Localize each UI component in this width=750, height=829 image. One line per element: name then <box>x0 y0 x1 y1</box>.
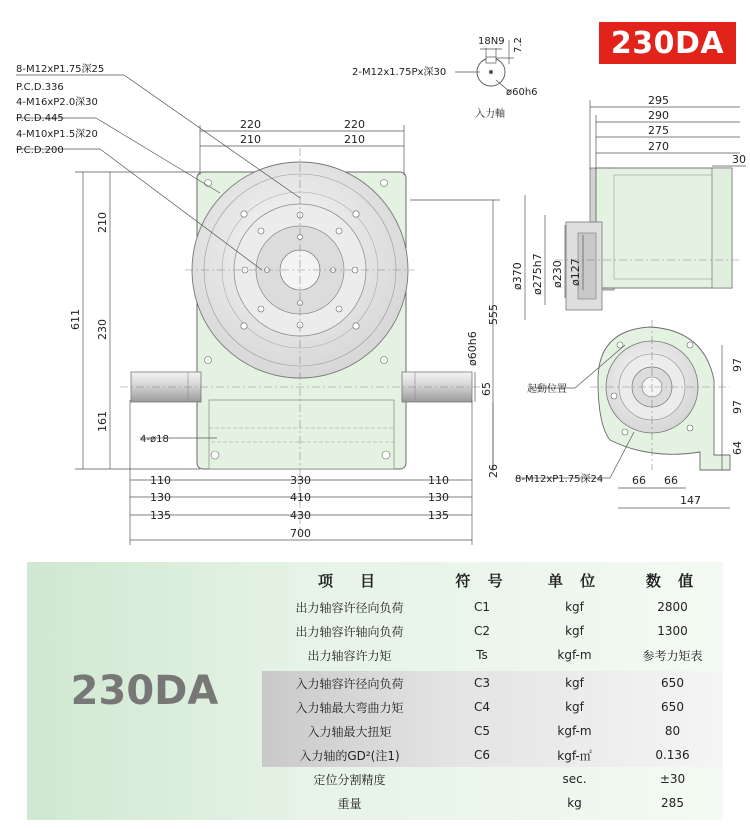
model-badge: 230DA <box>599 22 736 64</box>
callout-key-width: 18N9 <box>478 36 505 47</box>
side-body <box>596 168 732 288</box>
dim-dia-230: ø230 <box>551 260 564 288</box>
table-row <box>262 595 723 619</box>
row-symbol: C4 <box>473 700 490 714</box>
row-value: 参考力矩表 <box>642 648 703 663</box>
dim-135-right: 135 <box>428 509 449 522</box>
row-item: 入力轴最大扭矩 <box>307 724 392 739</box>
dim-220-right: 220 <box>344 118 365 131</box>
dim-611: 611 <box>69 309 82 330</box>
callout-pcd-200: P.C.D.200 <box>16 145 64 156</box>
row-value: 80 <box>664 724 681 738</box>
table-row <box>262 743 723 767</box>
dim-97-lower: 97 <box>731 400 744 414</box>
callout-pcd-336: P.C.D.336 <box>16 82 64 93</box>
row-unit: kg <box>567 796 582 810</box>
spec-table <box>27 562 723 820</box>
table-header-row <box>262 566 723 594</box>
dim-290: 290 <box>648 109 669 122</box>
row-symbol <box>437 791 527 815</box>
row-value: 285 <box>661 796 684 810</box>
row-unit: kgf-m <box>557 724 592 738</box>
dim-161-v: 161 <box>96 411 109 432</box>
header-symbol: 符 号 <box>455 571 509 590</box>
row-symbol: C1 <box>473 600 490 614</box>
row-unit: kgf <box>565 676 584 690</box>
callout-start-position: 起動位置 <box>527 384 567 395</box>
dim-30: 30 <box>732 153 746 166</box>
dim-60h6-v: ø60h6 <box>466 331 479 366</box>
header-value: 数 值 <box>645 571 700 590</box>
row-symbol: C6 <box>473 748 490 762</box>
row-item: 入力轴容许径向负荷 <box>295 676 404 691</box>
row-unit: kgf <box>565 600 584 614</box>
dim-135-left: 135 <box>150 509 171 522</box>
callout-tap-200: 4-M10xP1.5深20 <box>16 129 98 140</box>
dim-230-v: 230 <box>96 319 109 340</box>
input-shaft-label: 入力軸 <box>475 109 505 120</box>
row-value: 650 <box>661 676 684 690</box>
callout-tap-445: 4-M16xP2.0深30 <box>16 97 98 108</box>
row-symbol: C5 <box>473 724 490 738</box>
dim-dia-275h7: ø275h7 <box>531 253 544 295</box>
table-row <box>262 791 723 815</box>
callout-key-depth: 7.2 <box>513 37 524 53</box>
dim-210-left: 210 <box>240 133 261 146</box>
table-row <box>262 643 723 667</box>
row-symbol: C3 <box>473 676 490 690</box>
dim-147: 147 <box>680 494 701 507</box>
callout-tap-336: 8-M12xP1.75深25 <box>16 64 105 75</box>
dim-220-left: 220 <box>240 118 261 131</box>
dim-66-right: 66 <box>664 474 678 487</box>
dim-330: 330 <box>290 474 311 487</box>
dim-dia-370: ø370 <box>511 262 524 290</box>
row-unit: sec. <box>562 772 587 786</box>
dim-555-v: 555 <box>487 304 500 325</box>
dim-270: 270 <box>648 140 669 153</box>
table-row <box>262 767 723 791</box>
callout-shaft-dia: ø60h6 <box>506 87 538 98</box>
dim-410: 410 <box>290 491 311 504</box>
row-item: 入力轴最大弯曲力矩 <box>295 700 404 715</box>
header-unit: 单 位 <box>547 571 602 590</box>
dim-65-v: 65 <box>480 382 493 396</box>
row-symbol <box>437 767 527 791</box>
table-row <box>262 619 723 643</box>
input-shaft-detail <box>455 40 514 92</box>
row-item: 定位分割精度 <box>313 772 386 787</box>
row-unit: kgf-㎡ <box>557 748 592 763</box>
row-value: 650 <box>661 700 684 714</box>
row-unit: kgf-m <box>557 648 592 662</box>
dim-110-right: 110 <box>428 474 449 487</box>
table-row <box>262 695 723 719</box>
dim-130-left: 130 <box>150 491 171 504</box>
row-value: 2800 <box>657 600 688 614</box>
dim-700: 700 <box>290 527 311 540</box>
dim-210-right: 210 <box>344 133 365 146</box>
callout-shaft-tap: 2-M12x1.75Px深30 <box>352 67 447 78</box>
dim-210-v: 210 <box>96 212 109 233</box>
table-row <box>262 719 723 743</box>
dim-66-left: 66 <box>632 474 646 487</box>
dim-110-left: 110 <box>150 474 171 487</box>
row-unit: kgf <box>565 624 584 638</box>
callout-base-tap: 8-M12xP1.75深24 <box>515 474 604 485</box>
row-item: 重量 <box>337 796 362 811</box>
dim-64: 64 <box>731 441 744 455</box>
callout-bolt-hole: 4-ø18 <box>140 434 169 445</box>
row-item: 出力轴容许力矩 <box>307 648 392 663</box>
dim-26-v: 26 <box>487 464 500 478</box>
front-base <box>209 400 394 469</box>
row-value: 0.136 <box>655 748 690 762</box>
header-item: 项 目 <box>317 571 381 590</box>
table-row <box>262 671 723 695</box>
dim-dia-127: ø127 <box>569 258 582 286</box>
row-value: 1300 <box>657 624 688 638</box>
row-item: 入力轴的GD²(注1) <box>299 748 400 763</box>
row-symbol: C2 <box>473 624 490 638</box>
row-value: ±30 <box>659 772 686 786</box>
row-item: 出力轴容许径向负荷 <box>295 600 404 615</box>
dim-97-upper: 97 <box>731 358 744 372</box>
table-model-label: 230DA <box>70 668 219 714</box>
dim-295: 295 <box>648 94 669 107</box>
side-view <box>555 168 740 470</box>
row-item: 出力轴容许轴向负荷 <box>295 624 404 639</box>
callout-pcd-445: P.C.D.445 <box>16 113 64 124</box>
dim-430: 430 <box>290 509 311 522</box>
row-symbol: Ts <box>476 648 488 662</box>
row-unit: kgf <box>565 700 584 714</box>
dim-275: 275 <box>648 124 669 137</box>
dim-130-right: 130 <box>428 491 449 504</box>
